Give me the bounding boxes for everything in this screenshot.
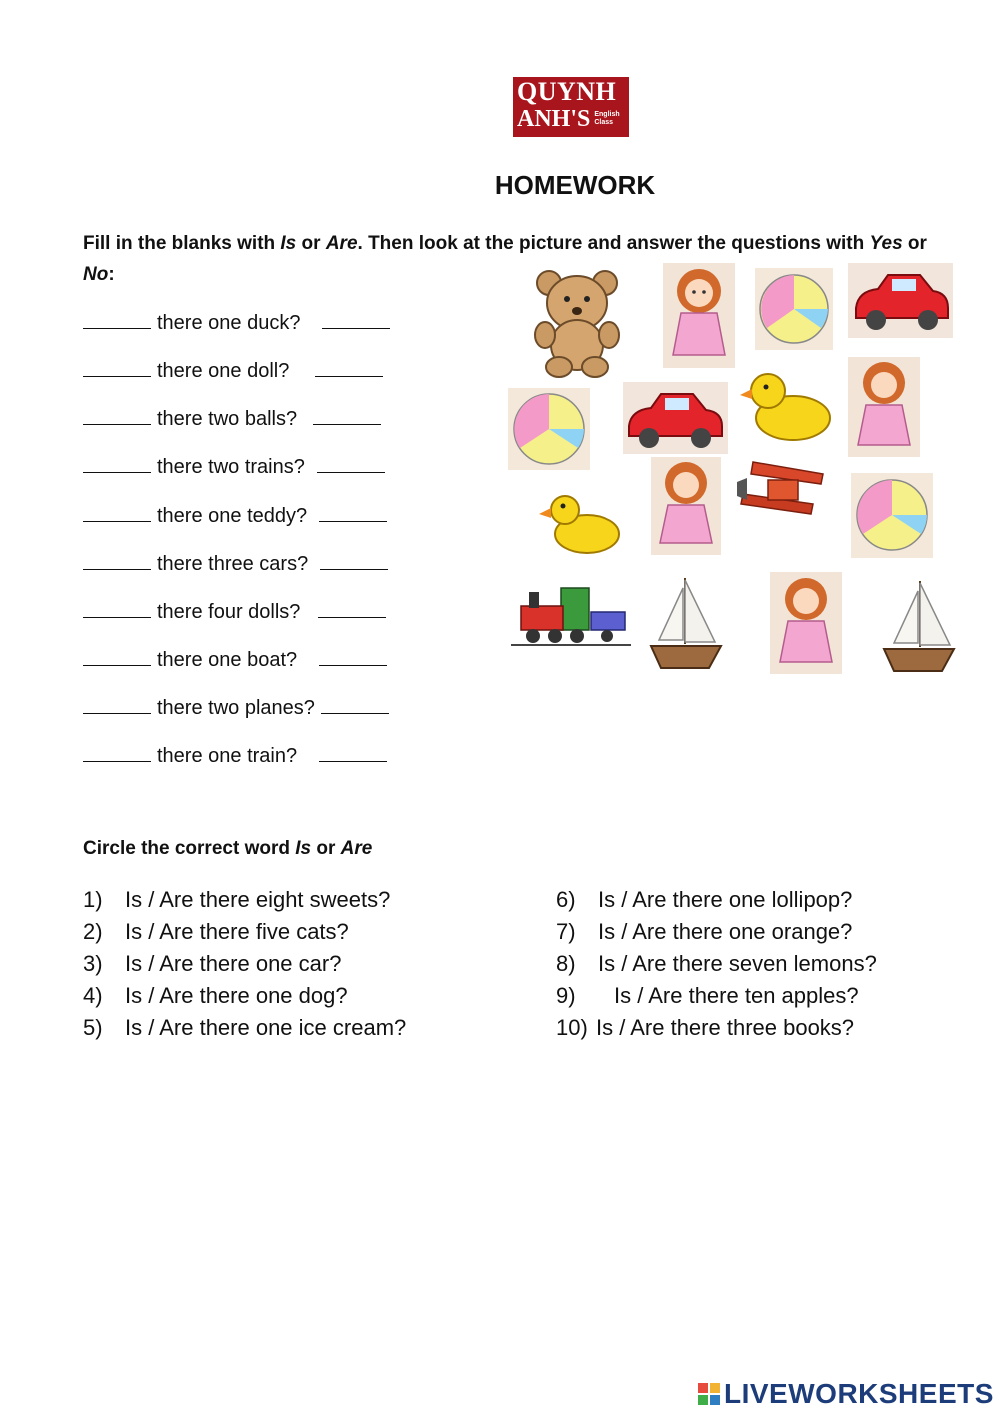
plane-icon: [733, 452, 831, 532]
yes-no-blank[interactable]: [322, 306, 390, 329]
ball-icon: [508, 388, 590, 470]
item-text: Is / Are there ten apples?: [614, 983, 859, 1008]
instr-is: Is: [280, 233, 297, 254]
fill-row: [83, 595, 386, 625]
brand-text: LIVEWORKSHEETS: [724, 1378, 994, 1409]
instr-yes: Yes: [869, 233, 903, 254]
circle-item[interactable]: [83, 951, 341, 977]
toy-picture: [505, 260, 965, 680]
car-icon: [848, 263, 953, 338]
doll-icon: [770, 572, 842, 674]
circle-item[interactable]: [556, 951, 877, 977]
teddy-bear-icon: [527, 265, 627, 380]
circle-or: or: [311, 838, 341, 859]
yes-no-blank[interactable]: [319, 739, 387, 762]
instr-or1: or: [296, 233, 326, 254]
item-number: 8): [556, 951, 576, 976]
is-are-blank[interactable]: [83, 306, 151, 329]
circle-are: Are: [340, 838, 373, 859]
fill-row: [83, 547, 388, 577]
yes-no-blank[interactable]: [317, 450, 385, 473]
circle-prefix: Circle the correct word: [83, 838, 296, 859]
item-number: 2): [83, 919, 103, 944]
fill-row: [83, 306, 390, 336]
question-text: there two trains?: [157, 456, 305, 478]
is-are-blank[interactable]: [83, 595, 151, 618]
yes-no-blank[interactable]: [320, 547, 388, 570]
is-are-blank[interactable]: [83, 499, 151, 522]
item-number: 9): [556, 983, 576, 1008]
boat-icon: [647, 572, 725, 672]
instr-colon: :: [108, 264, 115, 285]
logo-tag: [594, 111, 619, 127]
is-are-blank[interactable]: [83, 354, 151, 377]
question-text: there one train?: [157, 745, 298, 767]
logo-tag1: English: [594, 111, 620, 118]
yes-no-blank[interactable]: [319, 643, 387, 666]
is-are-blank[interactable]: [83, 739, 151, 762]
circle-item[interactable]: [556, 1015, 854, 1041]
logo-line2-wrap: [517, 105, 625, 133]
circle-item[interactable]: [83, 919, 349, 945]
fill-row: [83, 450, 385, 480]
circle-item[interactable]: [556, 919, 852, 945]
yes-no-blank[interactable]: [315, 354, 383, 377]
boat-icon: [880, 575, 958, 675]
question-text: there three cars?: [157, 553, 309, 575]
fill-row: [83, 499, 387, 529]
fill-row: [83, 691, 389, 721]
liveworksheets-brand: [698, 1378, 994, 1410]
question-text: there one doll?: [157, 360, 290, 382]
circle-instructions: [83, 838, 372, 860]
item-number: 6): [556, 887, 576, 912]
yes-no-blank[interactable]: [321, 691, 389, 714]
circle-item[interactable]: [83, 887, 390, 913]
yes-no-blank[interactable]: [319, 499, 387, 522]
page-title: HOMEWORK: [494, 170, 656, 200]
item-text: Is / Are there seven lemons?: [598, 951, 877, 976]
train-icon: [511, 578, 631, 650]
brand-logo-icon: [698, 1383, 720, 1405]
item-text: Is / Are there one dog?: [125, 983, 348, 1008]
logo-line1: QUYNH: [517, 77, 617, 106]
school-logo: [513, 77, 629, 137]
ball-icon: [851, 473, 933, 558]
yes-no-blank[interactable]: [313, 402, 381, 425]
item-text: Is / Are there one car?: [125, 951, 342, 976]
fill-row: [83, 643, 387, 673]
item-number: 4): [83, 983, 103, 1008]
item-number: 10): [556, 1015, 588, 1040]
item-number: 7): [556, 919, 576, 944]
fill-row: [83, 739, 387, 769]
is-are-blank[interactable]: [83, 547, 151, 570]
circle-item[interactable]: [556, 887, 852, 913]
circle-item[interactable]: [83, 1015, 406, 1041]
ball-icon: [755, 268, 833, 350]
instr-part1: Fill in the blanks with: [83, 233, 281, 254]
circle-item[interactable]: [83, 983, 348, 1009]
item-text: Is / Are there one ice cream?: [125, 1015, 407, 1040]
duck-icon: [738, 363, 833, 445]
is-are-blank[interactable]: [83, 402, 151, 425]
yes-no-blank[interactable]: [318, 595, 386, 618]
instr-no: No: [83, 264, 109, 285]
logo-tag2: Class: [594, 119, 614, 126]
fill-row: [83, 402, 381, 432]
circle-is: Is: [295, 838, 312, 859]
doll-icon: [663, 263, 735, 368]
doll-icon: [651, 457, 721, 555]
instr-are: Are: [325, 233, 358, 254]
question-text: there two balls?: [157, 408, 298, 430]
instr-part2: . Then look at the picture and answer the questions with: [357, 233, 870, 254]
item-number: 3): [83, 951, 103, 976]
question-text: there one teddy?: [157, 505, 308, 527]
car-icon: [623, 382, 728, 454]
instr-or2: or: [902, 233, 927, 254]
item-text: Is / Are there three books?: [596, 1015, 855, 1040]
doll-icon: [848, 357, 920, 457]
question-text: there two planes?: [157, 697, 315, 719]
question-text: there one duck?: [157, 312, 301, 334]
item-number: 1): [83, 887, 103, 912]
item-text: Is / Are there one orange?: [598, 919, 853, 944]
is-are-blank[interactable]: [83, 643, 151, 666]
fill-row: [83, 354, 383, 384]
item-text: Is / Are there five cats?: [125, 919, 349, 944]
item-number: 5): [83, 1015, 103, 1040]
is-are-blank[interactable]: [83, 691, 151, 714]
item-text: Is / Are there eight sweets?: [125, 887, 391, 912]
question-text: there one boat?: [157, 649, 298, 671]
item-text: Is / Are there one lollipop?: [598, 887, 853, 912]
duck-icon: [537, 488, 622, 556]
logo-line2: ANH'S: [517, 106, 591, 132]
question-text: there four dolls?: [157, 601, 301, 623]
circle-item[interactable]: [556, 983, 859, 1009]
is-are-blank[interactable]: [83, 450, 151, 473]
